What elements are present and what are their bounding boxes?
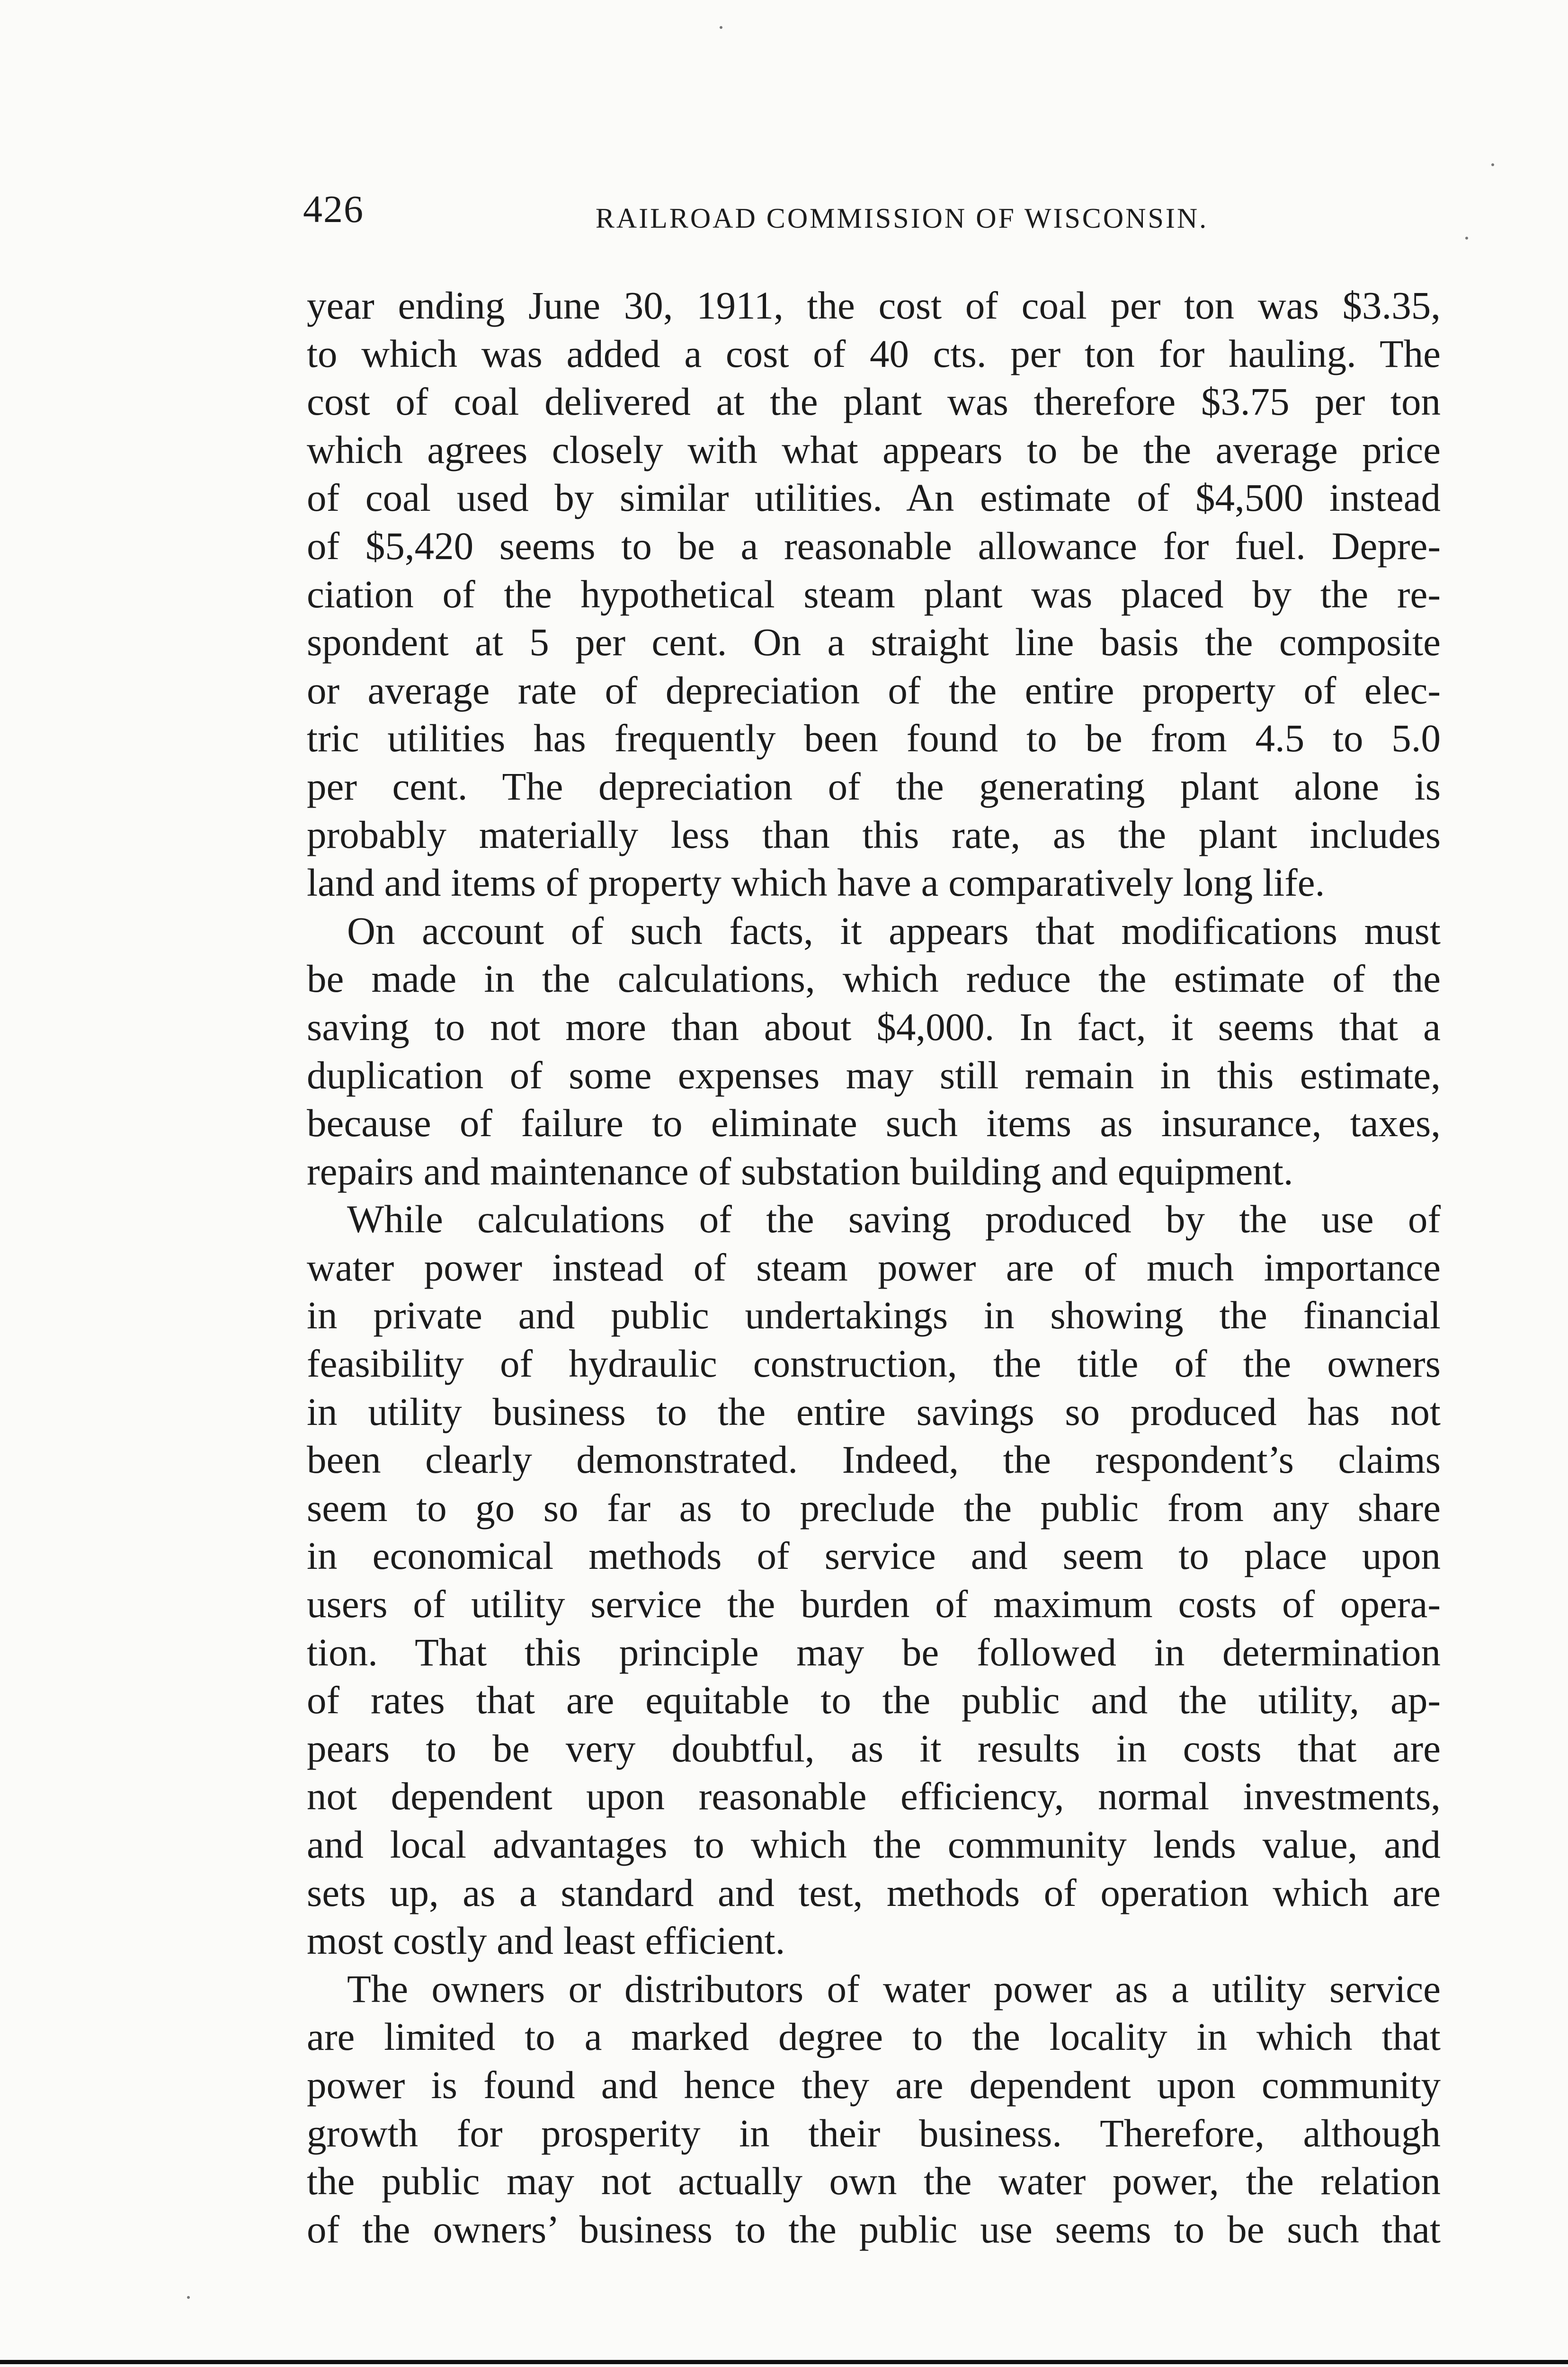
text-line: or average rate of depreciation of the entire property of elec- <box>307 668 1441 712</box>
text-line: seem to go so far as to preclude the public from any share <box>307 1486 1441 1530</box>
text-line: pears to be very doubtful, as it results in costs that are <box>307 1726 1441 1770</box>
text-line: tion. That this principle may be followed in determination <box>307 1630 1441 1674</box>
text-line: probably materially less than this rate, as the plant includes <box>307 812 1441 856</box>
text-line: in private and public undertakings in showing the financial <box>307 1293 1441 1337</box>
bottom-scan-border <box>0 2360 1568 2364</box>
scan-speck <box>1465 237 1468 240</box>
text-line: to which was added a cost of 40 cts. per ton for hauling. The <box>307 331 1441 375</box>
page-number: 426 <box>303 187 364 231</box>
text-line: duplication of some expenses may still remain in this estimate, <box>307 1053 1441 1097</box>
paragraph-first-line: The owners or distributors of water power as a utility service <box>347 1967 1441 2011</box>
text-line: the public may not actually own the water power, the relation <box>307 2159 1441 2203</box>
text-line: water power instead of steam power are of much importance <box>307 1245 1441 1289</box>
text-line: saving to not more than about $4,000. In fact, it seems that a <box>307 1005 1441 1049</box>
running-head: RAILROAD COMMISSION OF WISCONSIN. <box>595 203 1209 234</box>
text-line: ciation of the hypothetical steam plant was placed by the re- <box>307 572 1441 616</box>
page-header <box>303 187 1472 239</box>
text-line: cost of coal delivered at the plant was therefore $3.75 per ton <box>307 380 1441 424</box>
scan-speck <box>187 2296 190 2299</box>
text-line: year ending June 30, 1911, the cost of coal per ton was $3.35, <box>307 284 1441 327</box>
text-line: sets up, as a standard and test, methods of operation which are <box>307 1870 1441 1914</box>
text-line: and local advantages to which the community lends value, and <box>307 1823 1441 1866</box>
text-line: in utility business to the entire savings so produced has not <box>307 1389 1441 1433</box>
text-line: of the owners’ business to the public use seems to be such that <box>307 2207 1441 2251</box>
body-text <box>307 282 1441 2253</box>
text-line: been clearly demonstrated. Indeed, the respondent’s claims <box>307 1438 1441 1482</box>
text-line: in economical methods of service and seem to place upon <box>307 1534 1441 1578</box>
text-line: most costly and least efficient. <box>307 1919 785 1963</box>
text-line: repairs and maintenance of substation building and equipment. <box>307 1149 1293 1193</box>
text-line: feasibility of hydraulic construction, the title of the owners <box>307 1342 1441 1386</box>
text-line: growth for prosperity in their business. Therefore, although <box>307 2111 1441 2155</box>
text-line: of coal used by similar utilities. An estimate of $4,500 instead <box>307 476 1441 520</box>
text-line: not dependent upon reasonable efficiency, normal investments, <box>307 1774 1441 1818</box>
text-line: because of failure to eliminate such items as insurance, taxes, <box>307 1101 1441 1145</box>
paragraph-first-line: On account of such facts, it appears that modifications must <box>347 908 1441 952</box>
text-line: tric utilities has frequently been found to be from 4.5 to 5.0 <box>307 716 1441 760</box>
text-line: users of utility service the burden of maximum costs of opera- <box>307 1582 1441 1626</box>
paragraph-first-line: While calculations of the saving produced by the use of <box>347 1197 1441 1241</box>
scan-speck <box>720 26 722 29</box>
text-line: power is found and hence they are dependent upon community <box>307 2063 1441 2107</box>
text-line: which agrees closely with what appears to be the average price <box>307 427 1441 472</box>
text-line: land and items of property which have a comparatively long life. <box>307 861 1325 905</box>
text-line: of $5,420 seems to be a reasonable allowance for fuel. Depre- <box>307 524 1441 568</box>
text-line: are limited to a marked degree to the locality in which that <box>307 2015 1441 2059</box>
text-line: per cent. The depreciation of the generating plant alone is <box>307 764 1441 808</box>
text-line: of rates that are equitable to the public and the utility, ap- <box>307 1678 1441 1722</box>
text-line: spondent at 5 per cent. On a straight line basis the composite <box>307 620 1441 664</box>
text-line: be made in the calculations, which reduce the estimate of the <box>307 957 1441 1001</box>
scan-speck <box>1491 163 1494 166</box>
